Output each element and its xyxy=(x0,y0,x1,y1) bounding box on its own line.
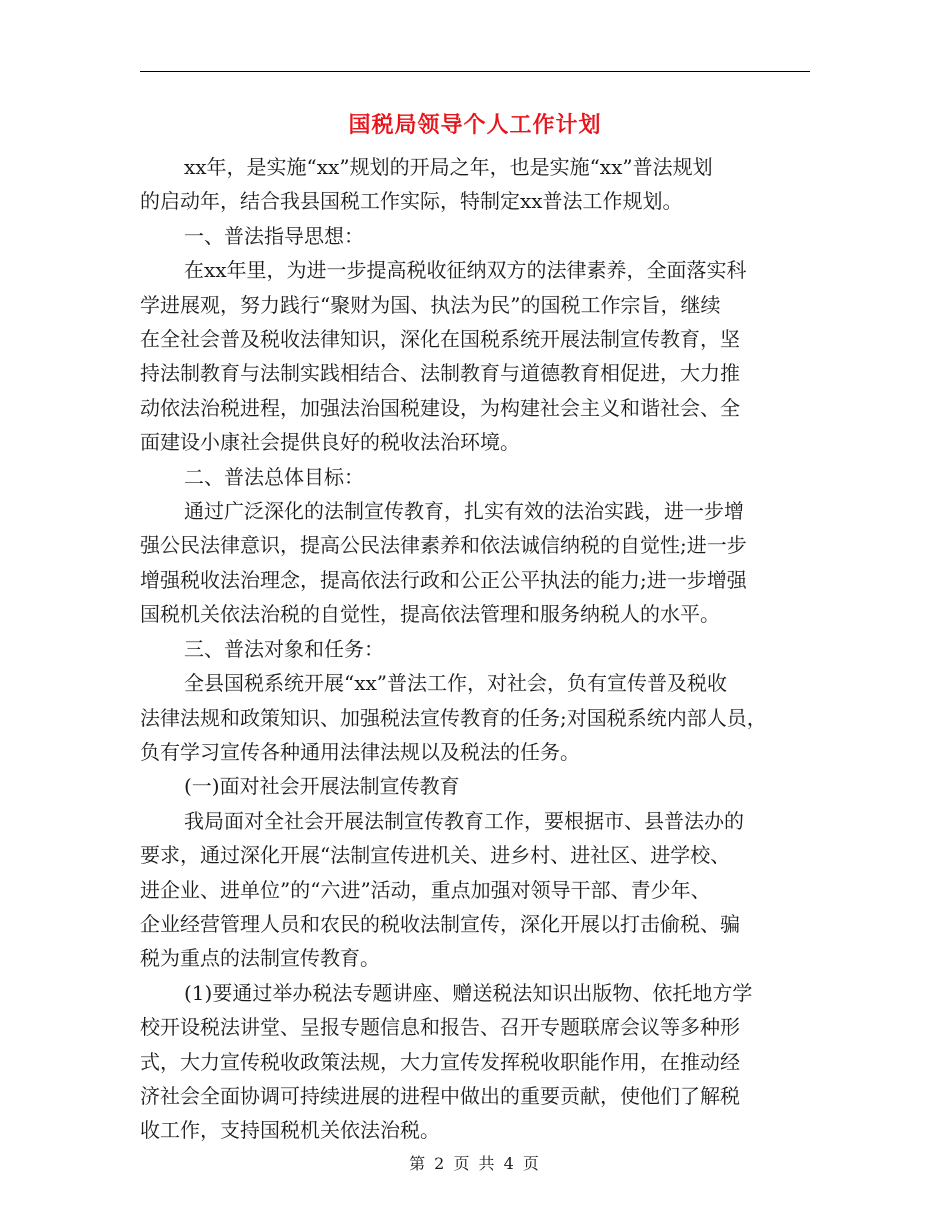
text-line: 在xx年里，为进一步提高税收征纳双方的法律素养，全面落实科 xyxy=(184,258,747,283)
text-line: 增强税收法治理念，提高依法行政和公正公平执法的能力;进一步增强 xyxy=(140,567,747,592)
text-line: 式，大力宣传税收政策法规，大力宣传发挥税收职能作用，在推动经 xyxy=(140,1049,740,1074)
text-line: 济社会全面协调可持续进展的进程中做出的重要贡献，使他们了解税 xyxy=(140,1083,740,1108)
text-line: 税为重点的法制宣传教育。 xyxy=(140,946,380,971)
header-rule xyxy=(140,71,810,72)
text-line: 法律法规和政策知识、加强税法宣传教育的任务;对国税系统内部人员， xyxy=(140,705,767,730)
text-line: 国税机关依法治税的自觉性，提高依法管理和服务纳税人的水平。 xyxy=(140,602,720,627)
document-title: 国税局领导个人工作计划 xyxy=(348,112,602,138)
section-heading-guiding-thought xyxy=(140,219,810,253)
paragraph-targets-tasks xyxy=(140,666,810,769)
text-line: 三、普法对象和任务： xyxy=(184,636,384,661)
text-line: 二、普法总体目标： xyxy=(184,464,364,489)
paragraph-intro xyxy=(140,150,810,219)
text-line: (1)要通过举办税法专题讲座、赠送税法知识出版物、依托地方学 xyxy=(184,980,753,1005)
paragraph-item-1 xyxy=(140,976,810,1148)
text-line: 收工作，支持国税机关依法治税。 xyxy=(140,1118,440,1143)
text-line: 强公民法律意识，提高公民法律素养和依法诚信纳税的自觉性;进一步 xyxy=(140,533,747,558)
page-number-footer: 第 2 页 共 4 页 xyxy=(409,1154,541,1173)
text-line: 我局面对全社会开展法制宣传教育工作，要根据市、县普法办的 xyxy=(184,808,744,833)
text-line: 学进展观，努力践行“聚财为国、执法为民”的国税工作宗旨，继续 xyxy=(140,292,721,317)
text-line: 一、普法指导思想： xyxy=(184,223,364,248)
paragraph-overall-goals xyxy=(140,494,810,632)
text-line: 校开设税法讲堂、呈报专题信息和报告、召开专题联席会议等多种形 xyxy=(140,1015,740,1040)
text-line: 面建设小康社会提供良好的税收法治环境。 xyxy=(140,430,520,455)
text-line: xx年，是实施“xx”规划的开局之年，也是实施“xx”普法规划 xyxy=(184,155,713,179)
text-line: 持法制教育与法制实践相结合、法制教育与道德教育相促进，大力推 xyxy=(140,361,740,386)
text-line: 全县国税系统开展“xx”普法工作，对社会，负有宣传普及税收 xyxy=(184,671,728,696)
text-line: (一)面对社会开展法制宣传教育 xyxy=(184,774,460,799)
document-body xyxy=(140,150,810,1148)
subsection-heading-society xyxy=(140,769,810,803)
text-line: 企业经营管理人员和农民的税收法制宣传，深化开展以打击偷税、骗 xyxy=(140,911,740,936)
paragraph-society-education xyxy=(140,804,810,976)
text-line: 进企业、进单位”的“六进”活动，重点加强对领导干部、青少年、 xyxy=(140,877,711,902)
text-line: 动依法治税进程，加强法治国税建设，为构建社会主义和谐社会、全 xyxy=(140,395,740,420)
text-line: 负有学习宣传各种通用法律法规以及税法的任务。 xyxy=(140,739,580,764)
text-line: 在全社会普及税收法律知识，深化在国税系统开展法制宣传教育，坚 xyxy=(140,327,740,352)
text-line: 通过广泛深化的法制宣传教育，扎实有效的法治实践，进一步增 xyxy=(184,499,744,524)
section-heading-targets-tasks xyxy=(140,632,810,666)
text-line: 要求，通过深化开展“法制宣传进机关、进乡村、进社区、进学校、 xyxy=(140,843,731,868)
paragraph-guiding-thought xyxy=(140,253,810,459)
text-line: 的启动年，结合我县国税工作实际，特制定xx普法工作规划。 xyxy=(140,189,683,214)
section-heading-overall-goals xyxy=(140,460,810,494)
